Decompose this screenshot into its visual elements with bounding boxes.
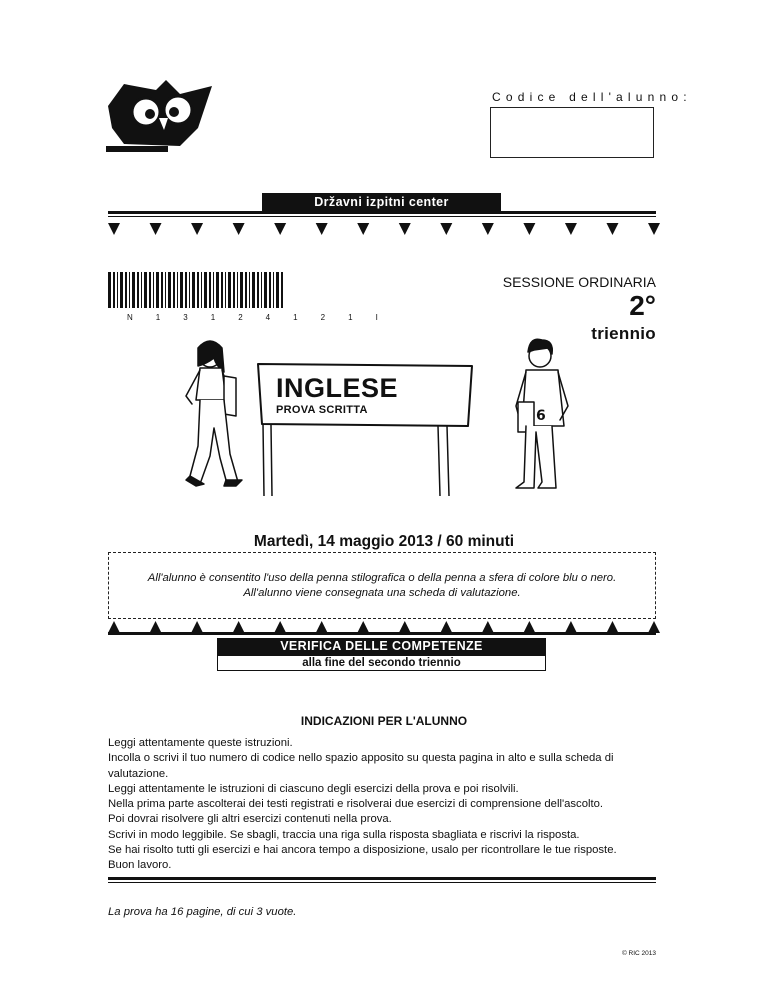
instructions-body xyxy=(108,736,648,874)
owl-logo-icon xyxy=(106,78,216,153)
instruction-line: Se hai risolto tutti gli esercizi e hai ancora tempo a disposizione, usalo per ricontrollare le tue risposte. xyxy=(108,844,617,857)
down-triangle-icon xyxy=(150,223,162,235)
instruction-line: Buon lavoro. xyxy=(108,859,172,872)
cycle-label: triennio xyxy=(591,324,656,343)
session-type: SESSIONE ORDINARIA xyxy=(502,274,656,290)
instruction-line: Leggi attentamente queste istruzioni. xyxy=(108,737,293,749)
middle-divider-line xyxy=(108,632,656,635)
notice-line-1: All'alunno è consentito l'uso della penna stilografica o della penna a sfera di colore blu o nero. xyxy=(147,572,617,584)
svg-text:6: 6 xyxy=(536,408,546,424)
down-triangle-icon xyxy=(648,223,660,235)
down-triangle-icon xyxy=(399,223,411,235)
instruction-line: Incolla o scrivi il tuo numero di codice nello spazio apposito su questa pagina in alto e sulla scheda di valutazione. xyxy=(108,752,614,780)
exam-date-line: Martedì, 14 maggio 2013 / 60 minuti xyxy=(253,533,515,550)
notice-box xyxy=(108,552,656,619)
down-triangle-icon xyxy=(523,223,535,235)
notice-line-2: All'alunno viene consegnata una scheda di valutazione. xyxy=(243,587,521,599)
down-triangle-icon xyxy=(482,223,494,235)
barcode-number: N 1 3 1 2 4 1 2 1 I xyxy=(127,313,389,322)
instruction-line: Poi dovrai risolvere gli altri esercizi contenuti nella prova. xyxy=(108,813,392,826)
center-name-banner: Državni izpitni center xyxy=(262,193,501,211)
instructions-title: INDICAZIONI PER L'ALUNNO xyxy=(300,714,468,728)
students-signboard-illustration xyxy=(170,336,590,496)
bottom-divider-line xyxy=(108,877,656,880)
down-triangle-icon xyxy=(316,223,328,235)
exam-subtitle: PROVA SCRITTA xyxy=(276,404,368,416)
barcode xyxy=(108,272,284,308)
pages-note: La prova ha 16 pagine, di cui 3 vuote. xyxy=(108,906,297,918)
verifica-title: VERIFICA DELLE COMPETENZE xyxy=(217,638,546,655)
down-triangle-icon xyxy=(191,223,203,235)
top-divider-line-thin xyxy=(108,216,656,217)
up-triangle-row xyxy=(108,620,660,632)
down-triangle-row xyxy=(108,222,660,234)
down-triangle-icon xyxy=(233,223,245,235)
down-triangle-icon xyxy=(606,223,618,235)
down-triangle-icon xyxy=(440,223,452,235)
exam-subject: INGLESE xyxy=(276,373,399,403)
grade-label: 2° xyxy=(629,290,656,321)
instruction-line: Nella prima parte ascolterai dei testi registrati e risolverai due esercizi di comprensione dell'ascolto. xyxy=(108,798,604,811)
down-triangle-icon xyxy=(565,223,577,235)
student-code-box[interactable] xyxy=(490,107,654,158)
down-triangle-icon xyxy=(108,223,120,235)
verifica-subtitle: alla fine del secondo triennio xyxy=(217,655,546,671)
down-triangle-icon xyxy=(274,223,286,235)
bottom-divider-line-thin xyxy=(108,882,656,883)
instruction-line: Leggi attentamente le istruzioni di ciascuno degli esercizi della prova e poi risolvili. xyxy=(108,782,519,795)
down-triangle-icon xyxy=(357,223,369,235)
instruction-line: Scrivi in modo leggibile. Se sbagli, traccia una riga sulla risposta sbagliata e riscrivi la risposta. xyxy=(108,828,580,841)
student-code-label: Codice dell'alunno: xyxy=(492,90,692,104)
top-divider-line xyxy=(108,211,656,214)
copyright: © RIC 2013 xyxy=(621,950,656,957)
